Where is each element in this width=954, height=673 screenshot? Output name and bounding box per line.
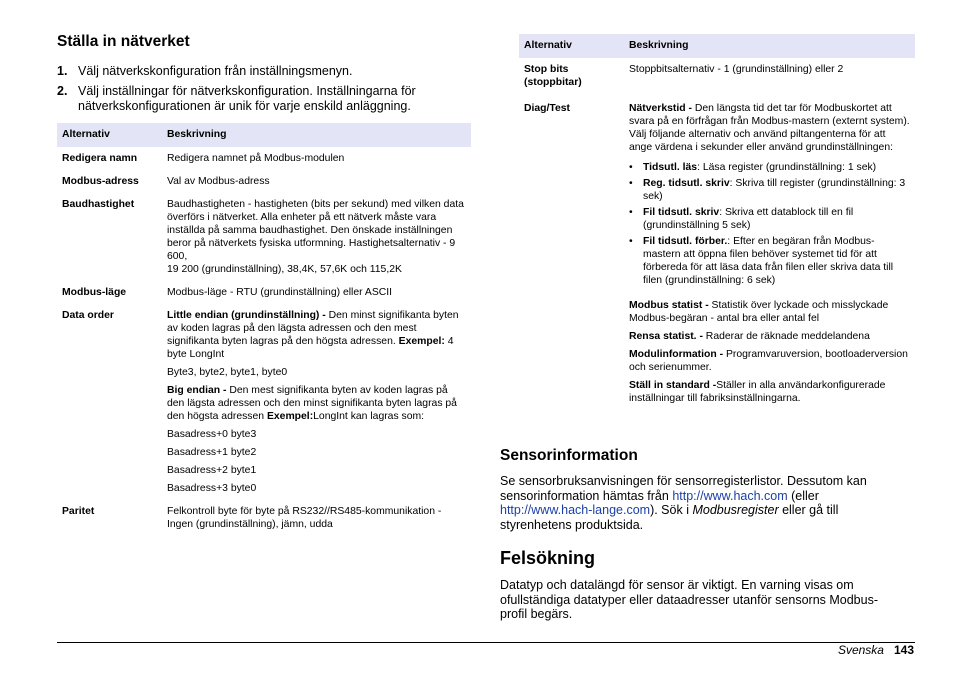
little-endian-text: Den minst signifikanta byten av koden lagras på den lägsta adressen och den mest signifikanta byten lagras på den högsta adressen. — [167, 310, 459, 347]
table-header-row — [57, 123, 471, 147]
option-name: Diag/Test — [524, 103, 570, 114]
example-text: LongInt kan lagras som: — [313, 411, 425, 422]
option-name: Redigera namn — [62, 153, 138, 164]
list-item — [643, 206, 910, 232]
option-description: Val av Modbus-adress — [167, 176, 270, 187]
table-row — [57, 147, 471, 170]
base-address-line: Basadress+2 byte1 — [167, 465, 257, 476]
table-row — [57, 170, 471, 193]
step-number: 1. — [57, 64, 68, 78]
module-info-paragraph — [629, 348, 910, 374]
page-number: 143 — [893, 643, 914, 657]
troubleshooting-section — [500, 547, 900, 622]
list-item — [643, 235, 910, 287]
list-item-label: Reg. tidsutl. skriv — [643, 178, 730, 189]
hach-lange-link[interactable]: http://www.hach-lange.com — [500, 503, 651, 517]
column-header: Alternativ — [57, 123, 162, 147]
section-heading-sensor: Sensorinformation — [500, 447, 638, 464]
list-item-label: Fil tidsutl. skriv — [643, 207, 720, 218]
column-header: Beskrivning — [162, 123, 471, 147]
clear-stats-paragraph — [629, 330, 910, 343]
example-label: Exempel: — [266, 411, 314, 422]
table-row — [519, 58, 915, 94]
modbus-stats-text: Statistik över lyckade och misslyckade Modbus-begäran - antal bra eller antal fel — [629, 300, 889, 324]
table-row — [519, 94, 915, 410]
footer-divider — [57, 642, 915, 643]
option-name: Data order — [62, 310, 114, 321]
baud-options: 19 200 (grundinställning), 38,4K, 57,6K och 115,2K — [167, 264, 402, 275]
base-address-line: Basadress+0 byte3 — [167, 429, 257, 440]
big-endian-label: Big endian - — [167, 385, 227, 396]
diag-options-table — [519, 34, 915, 410]
byte-order-line: Byte3, byte2, byte1, byte0 — [167, 367, 288, 378]
network-options-table — [57, 123, 471, 536]
sensor-info-text: (eller — [787, 488, 819, 503]
big-endian-paragraph — [167, 384, 466, 423]
list-item-text: : Skriva ett datablock till en fil (grundinställning 5 sek) — [643, 207, 854, 231]
set-default-paragraph — [629, 379, 910, 405]
column-header: Beskrivning — [624, 34, 915, 58]
step-number: 2. — [57, 84, 68, 98]
section-heading-network: Ställa in nätverket — [57, 33, 190, 50]
column-header: Alternativ — [519, 34, 624, 58]
clear-stats-label: Rensa statist. - — [629, 331, 703, 342]
module-info-label: Modulinformation - — [629, 349, 724, 360]
section-heading-troubleshooting: Felsökning — [500, 548, 596, 568]
network-time-text: Den längsta tid det tar för Modbuskortet att svara på en förfrågan från Modbus-mastern (externt system). Välj följande alternativ och använd piltangenterna för att ange värdena i sekunder eller använd grundinställningen: — [629, 103, 910, 153]
little-endian-paragraph — [167, 309, 466, 361]
list-item-text: : Skriva till register (grundinställning: 3 sek) — [643, 178, 906, 202]
footer-language: Svenska — [837, 643, 884, 657]
option-description: Modbus-läge - RTU (grundinställning) eller ASCII — [167, 287, 393, 298]
step-item — [57, 84, 471, 114]
clear-stats-text: Raderar de räknade meddelandena — [702, 331, 870, 342]
base-address-line: Basadress+1 byte2 — [167, 447, 257, 458]
little-endian-label: Little endian (grundinställning) - — [167, 310, 326, 321]
table-row — [57, 500, 471, 536]
list-item-text: : Efter en begäran från Modbus-mastern att öppna filen behöver systemet tid för att förbereda för att läsa data från filen eller skriva data till filen (grundinställning: 6 sek) — [643, 236, 894, 286]
option-description — [624, 94, 915, 410]
steps-list — [57, 64, 471, 114]
sensor-info-paragraph — [500, 474, 900, 532]
option-description: Felkontroll byte för byte på RS232//RS485-kommunikation - Ingen (grundinställning), jämn, udda — [167, 506, 442, 530]
modbus-stats-label: Modbus statist - — [629, 300, 709, 311]
big-endian-text: Den mest signifikanta byten av koden lagras på den lägsta adressen och den minst signifikanta byten lagras på den högsta adressen — [167, 385, 457, 422]
network-time-paragraph — [629, 102, 910, 154]
sensor-info-text: eller gå till styrenhetens produktsida. — [500, 503, 839, 532]
option-description — [162, 193, 471, 281]
list-item — [643, 161, 910, 174]
right-column — [500, 34, 915, 622]
timeout-list — [629, 161, 910, 287]
baud-text: Baudhastigheten - hastigheten (bits per sekund) med vilken data överförs i nätverket. Alla enheter på ett nätverk måste vara inställda på samma baudhastighet. Den önskade inställningen beror på nätverkets fysiska utformning. Hastighetsalternativ - 9 600, — [167, 199, 464, 262]
table-row — [57, 304, 471, 500]
module-info-text: Programvaruversion, bootloaderversion och serienummer. — [629, 349, 908, 373]
option-description — [162, 304, 471, 500]
sensor-info-text: ). Sök i — [650, 503, 693, 517]
troubleshooting-paragraph: Datatyp och datalängd för sensor är viktigt. En varning visas om ofullständiga datatyper eller dataadresser utanför sensorns Modbus-profil begärs. — [500, 578, 878, 621]
modbus-register-term: Modbusregister — [692, 503, 779, 517]
option-description: Stoppbitsalternativ - 1 (grundinställning) eller 2 — [629, 64, 844, 75]
list-item-label: Tidsutl. läs — [643, 162, 698, 173]
set-default-label: Ställ in standard - — [629, 380, 717, 391]
example-text: 4 byte LongInt — [167, 336, 454, 360]
list-item — [643, 177, 910, 203]
option-name: Paritet — [62, 506, 95, 517]
modbus-stats-paragraph — [629, 299, 910, 325]
table-row — [57, 193, 471, 281]
set-default-text: Ställer in alla användarkonfigurerade inställningar till fabriksinställningarna. — [629, 380, 886, 404]
step-text: Välj inställningar för nätverkskonfiguration. Inställningarna för nätverkskonfigurationen är unik för varje enskild anläggning. — [78, 84, 416, 113]
hach-link[interactable]: http://www.hach.com — [672, 488, 788, 503]
sensor-info-text: Se sensorbruksanvisningen för sensorregisterlistor. Dessutom kan sensorinformation hämtas från — [500, 474, 867, 503]
option-name: Modbus-adress — [62, 176, 139, 187]
page-footer — [838, 643, 914, 657]
option-name: Baudhastighet — [62, 199, 135, 210]
option-name: Modbus-läge — [62, 287, 127, 298]
list-item-label: Fil tidsutl. förber. — [643, 236, 728, 247]
base-address-line: Basadress+3 byte0 — [167, 483, 257, 494]
step-text: Välj nätverkskonfiguration från inställningsmenyn. — [78, 64, 353, 78]
option-description: Redigera namnet på Modbus-modulen — [167, 153, 345, 164]
example-label: Exempel: — [398, 336, 445, 347]
table-header-row — [519, 34, 915, 58]
sensor-info-section — [500, 446, 900, 532]
step-item — [57, 64, 471, 79]
list-item-text: : Läsa register (grundinställning: 1 sek) — [697, 162, 877, 173]
network-time-label: Nätverkstid - — [629, 103, 692, 114]
table-row — [57, 281, 471, 304]
option-name: Stop bits (stoppbitar) — [524, 64, 582, 88]
left-column — [57, 32, 471, 536]
